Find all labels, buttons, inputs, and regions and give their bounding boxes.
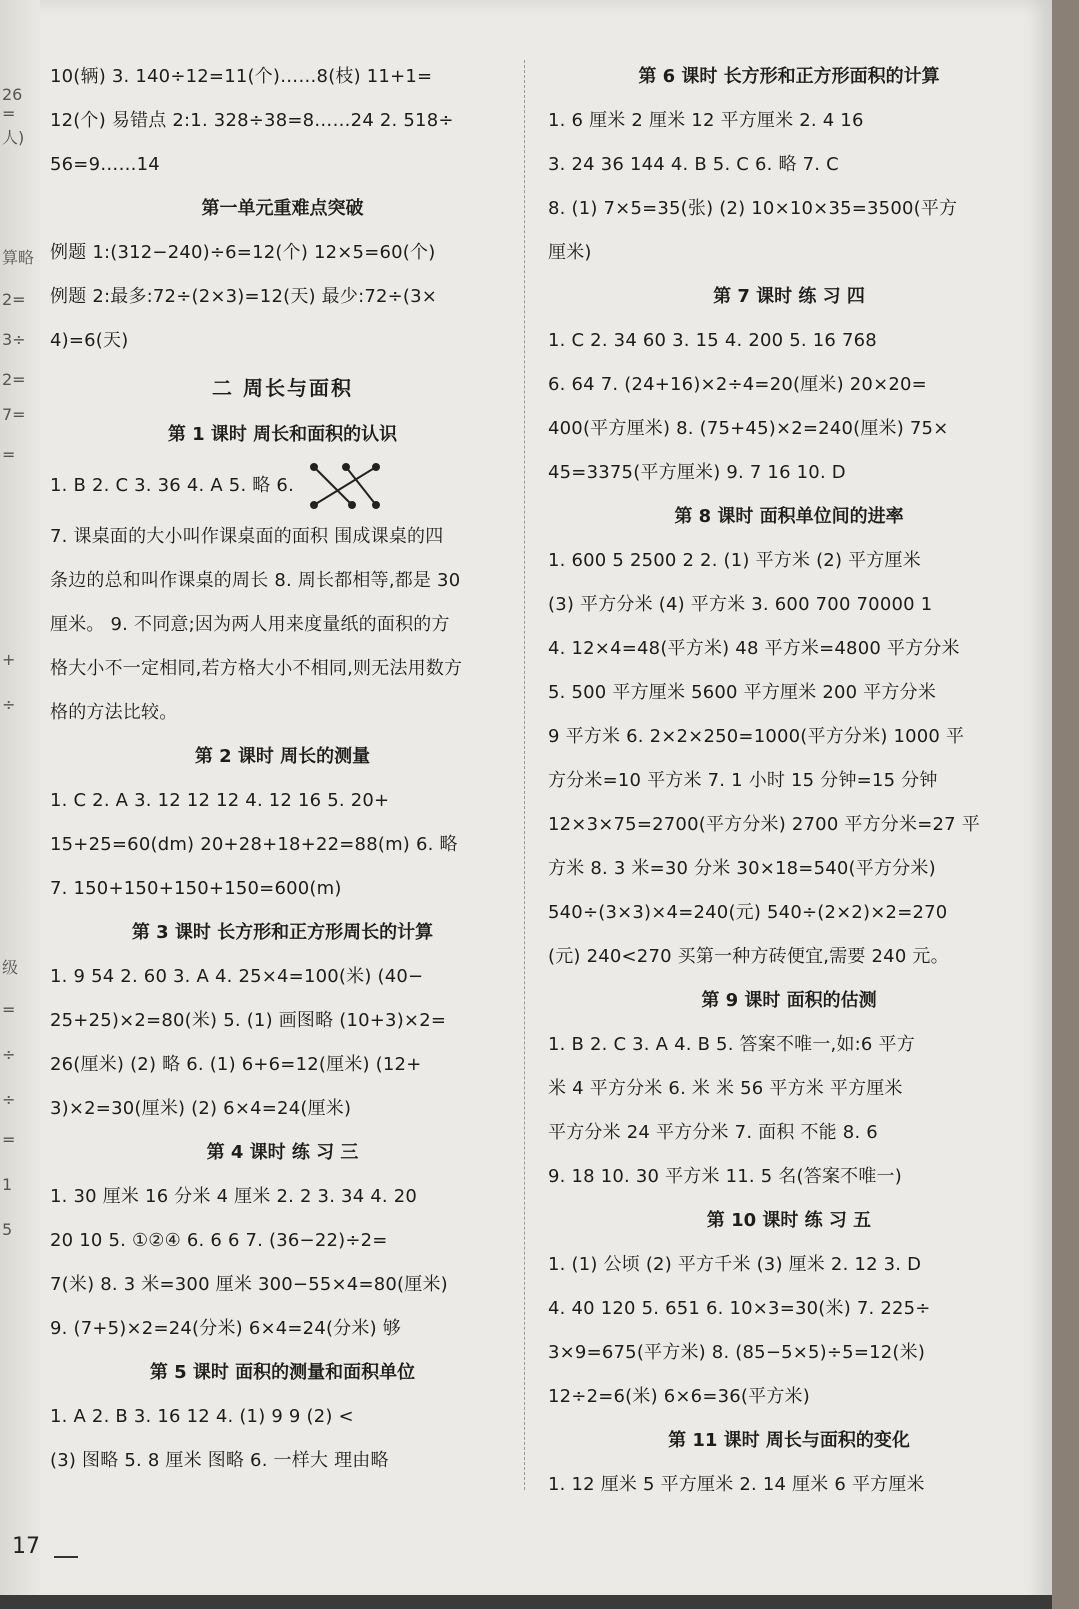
answer-line: 厘米。 9. 不同意;因为两人用来度量纸的面积的方 bbox=[50, 614, 450, 635]
gutter-fragment: 人) bbox=[2, 128, 25, 147]
gutter-fragment: ÷ bbox=[2, 1045, 16, 1064]
answer-line: 1. 30 厘米 16 分米 4 厘米 2. 2 3. 34 4. 20 bbox=[50, 1186, 418, 1207]
gutter-fragment: 2= bbox=[2, 370, 26, 389]
lesson-2-title: 第 2 课时 周长的测量 bbox=[194, 746, 371, 767]
lesson-6-title: 第 6 课时 长方形和正方形面积的计算 bbox=[638, 66, 940, 87]
answer-line: 3×9=675(平方米) 8. (85−5×5)÷5=12(米) bbox=[548, 1342, 926, 1363]
cross-lines bbox=[311, 464, 379, 508]
answer-line: 45=3375(平方厘米) 9. 7 16 10. D bbox=[548, 462, 846, 483]
answer-line: 格大小不一定相同,若方格大小不相同,则无法用数方 bbox=[50, 658, 463, 679]
section-heading-unit1: 第一单元重难点突破 bbox=[201, 198, 364, 219]
answer-line: (3) 图略 5. 8 厘米 图略 6. 一样大 理由略 bbox=[50, 1450, 389, 1471]
lesson-7-title: 第 7 课时 练 习 四 bbox=[713, 286, 865, 307]
answer-line: 26(厘米) (2) 略 6. (1) 6+6=12(厘米) (12+ bbox=[50, 1054, 422, 1075]
gutter-fragment: 7= bbox=[2, 405, 26, 424]
answer-text: 1. B 2. C 3. 36 4. A 5. 略 6. bbox=[50, 475, 294, 496]
gutter-fragment: 算略 bbox=[2, 248, 35, 267]
answer-line: (元) 240<270 买第一种方砖便宜,需要 240 元。 bbox=[548, 946, 949, 967]
page-number-dash bbox=[54, 1556, 78, 1558]
answer-line: 7. 150+150+150+150=600(m) bbox=[50, 878, 342, 899]
answer-line: 7. 课桌面的大小叫作课桌面的面积 围成课桌的四 bbox=[50, 526, 444, 547]
answer-line: 4)=6(天) bbox=[50, 330, 129, 351]
answer-line: 3)×2=30(厘米) (2) 6×4=24(厘米) bbox=[50, 1098, 352, 1119]
gutter-fragment: ÷ bbox=[2, 695, 16, 714]
answer-line: 例题 2:最多:72÷(2×3)=12(天) 最少:72÷(3× bbox=[50, 286, 438, 307]
answer-line: 方分米=10 平方米 7. 1 小时 15 分钟=15 分钟 bbox=[548, 770, 938, 791]
column-divider bbox=[524, 60, 525, 1490]
answer-line: 9 平方米 6. 2×2×250=1000(平方分米) 1000 平 bbox=[548, 726, 965, 747]
answer-line: 10(辆) 3. 140÷12=11(个)……8(枝) 11+1= bbox=[50, 66, 433, 87]
lesson-3-title: 第 3 课时 长方形和正方形周长的计算 bbox=[131, 922, 434, 943]
answer-line: 6. 64 7. (24+16)×2÷4=20(厘米) 20×20= bbox=[548, 374, 927, 395]
right-column bbox=[548, 55, 1030, 1507]
answer-line: 厘米) bbox=[548, 242, 592, 263]
answer-line: 平方分米 24 平方分米 7. 面积 不能 8. 6 bbox=[548, 1122, 878, 1143]
answer-line: 例题 1:(312−240)÷6=12(个) 12×5=60(个) bbox=[50, 242, 436, 263]
answer-line: 12×3×75=2700(平方分米) 2700 平方分米=27 平 bbox=[548, 814, 980, 835]
gutter-fragment: ÷ bbox=[2, 1090, 16, 1109]
gutter-fragment: 2= bbox=[2, 290, 26, 309]
answer-line: 20 10 5. ①②④ 6. 6 6 7. (36−22)÷2= bbox=[50, 1230, 388, 1251]
answer-line: 56=9……14 bbox=[50, 154, 160, 175]
answer-line: 1. 12 厘米 5 平方厘米 2. 14 厘米 6 平方厘米 bbox=[548, 1474, 925, 1495]
answer-line: 25+25)×2=80(米) 5. (1) 画图略 (10+3)×2= bbox=[50, 1010, 447, 1031]
lesson-1-title: 第 1 课时 周长和面积的认识 bbox=[167, 424, 398, 445]
answer-line: 米 4 平方分米 6. 米 米 56 平方米 平方厘米 bbox=[548, 1078, 903, 1099]
gutter-fragment: 26 = bbox=[2, 85, 23, 123]
answer-line: 1. 600 5 2500 2 2. (1) 平方米 (2) 平方厘米 bbox=[548, 550, 921, 571]
answer-line: 4. 40 120 5. 651 6. 10×3=30(米) 7. 225÷ bbox=[548, 1298, 931, 1319]
answer-line: 1. B 2. C 3. A 4. B 5. 答案不唯一,如:6 平方 bbox=[548, 1034, 915, 1055]
answer-line: 12(个) 易错点 2:1. 328÷38=8……24 2. 518÷ bbox=[50, 110, 454, 131]
answer-line: 5. 500 平方厘米 5600 平方厘米 200 平方分米 bbox=[548, 682, 937, 703]
previous-page-edge bbox=[0, 0, 40, 1609]
gutter-fragment: = bbox=[2, 1000, 16, 1019]
answer-line: 9. 18 10. 30 平方米 11. 5 名(答案不唯一) bbox=[548, 1166, 902, 1187]
unit1-block bbox=[50, 231, 515, 363]
answer-line: 15+25=60(dm) 20+28+18+22=88(m) 6. 略 bbox=[50, 834, 458, 855]
answer-line: 12÷2=6(米) 6×6=36(平方米) bbox=[548, 1386, 810, 1407]
left-column bbox=[50, 55, 515, 1483]
answer-line: 1. A 2. B 3. 16 12 4. (1) 9 9 (2) < bbox=[50, 1406, 354, 1427]
answer-line: (3) 平方分米 (4) 平方米 3. 600 700 70000 1 bbox=[548, 594, 933, 615]
lesson-9-title: 第 9 课时 面积的估测 bbox=[701, 990, 877, 1011]
answer-line: 1. (1) 公顷 (2) 平方千米 (3) 厘米 2. 12 3. D bbox=[548, 1254, 922, 1275]
lesson-10-title: 第 10 课时 练 习 五 bbox=[706, 1210, 872, 1231]
matching-lines-diagram bbox=[306, 461, 384, 511]
gutter-fragment: = bbox=[2, 1130, 16, 1149]
answer-line: 条边的总和叫作课桌的周长 8. 周长都相等,都是 30 bbox=[50, 570, 461, 591]
answer-line: 400(平方厘米) 8. (75+45)×2=240(厘米) 75× bbox=[548, 418, 949, 439]
lesson-11-title: 第 11 课时 周长与面积的变化 bbox=[668, 1430, 910, 1451]
answer-line: 1. C 2. A 3. 12 12 12 4. 12 16 5. 20+ bbox=[50, 790, 390, 811]
answer-line: 格的方法比较。 bbox=[50, 702, 178, 723]
lesson-5-title: 第 5 课时 面积的测量和面积单位 bbox=[149, 1362, 416, 1383]
gutter-fragment: + bbox=[2, 650, 16, 669]
intro-block bbox=[50, 55, 515, 187]
answer-line: 9. (7+5)×2=24(分米) 6×4=24(分米) 够 bbox=[50, 1318, 401, 1339]
answer-line: 7(米) 8. 3 米=300 厘米 300−55×4=80(厘米) bbox=[50, 1274, 448, 1295]
gutter-fragment: 5 bbox=[2, 1220, 13, 1239]
gutter-fragment: 级 bbox=[2, 958, 19, 977]
gutter-fragment: 3÷ bbox=[2, 330, 26, 349]
lesson-4-title: 第 4 课时 练 习 三 bbox=[206, 1142, 359, 1163]
gutter-fragment: 1 bbox=[2, 1175, 13, 1194]
answer-line-with-diagram bbox=[50, 457, 515, 515]
answer-line: 8. (1) 7×5=35(张) (2) 10×10×35=3500(平方 bbox=[548, 198, 958, 219]
answer-line: 1. C 2. 34 60 3. 15 4. 200 5. 16 768 bbox=[548, 330, 877, 351]
chapter-title: 二 周长与面积 bbox=[212, 376, 353, 400]
answer-line: 1. 6 厘米 2 厘米 12 平方厘米 2. 4 16 bbox=[548, 110, 864, 131]
answer-line: 4. 12×4=48(平方米) 48 平方米=4800 平方分米 bbox=[548, 638, 960, 659]
gutter-fragment: = bbox=[2, 445, 16, 464]
answer-line: 540÷(3×3)×4=240(元) 540÷(2×2)×2=270 bbox=[548, 902, 948, 923]
lesson-8-title: 第 8 课时 面积单位间的进率 bbox=[674, 506, 904, 527]
answer-line: 1. 9 54 2. 60 3. A 4. 25×4=100(米) (40− bbox=[50, 966, 424, 987]
page-number: 17 bbox=[12, 1534, 40, 1559]
answer-line: 3. 24 36 144 4. B 5. C 6. 略 7. C bbox=[548, 154, 839, 175]
page-bottom-edge bbox=[0, 1595, 1052, 1609]
answer-line: 方米 8. 3 米=30 分米 30×18=540(平方分米) bbox=[548, 858, 936, 879]
